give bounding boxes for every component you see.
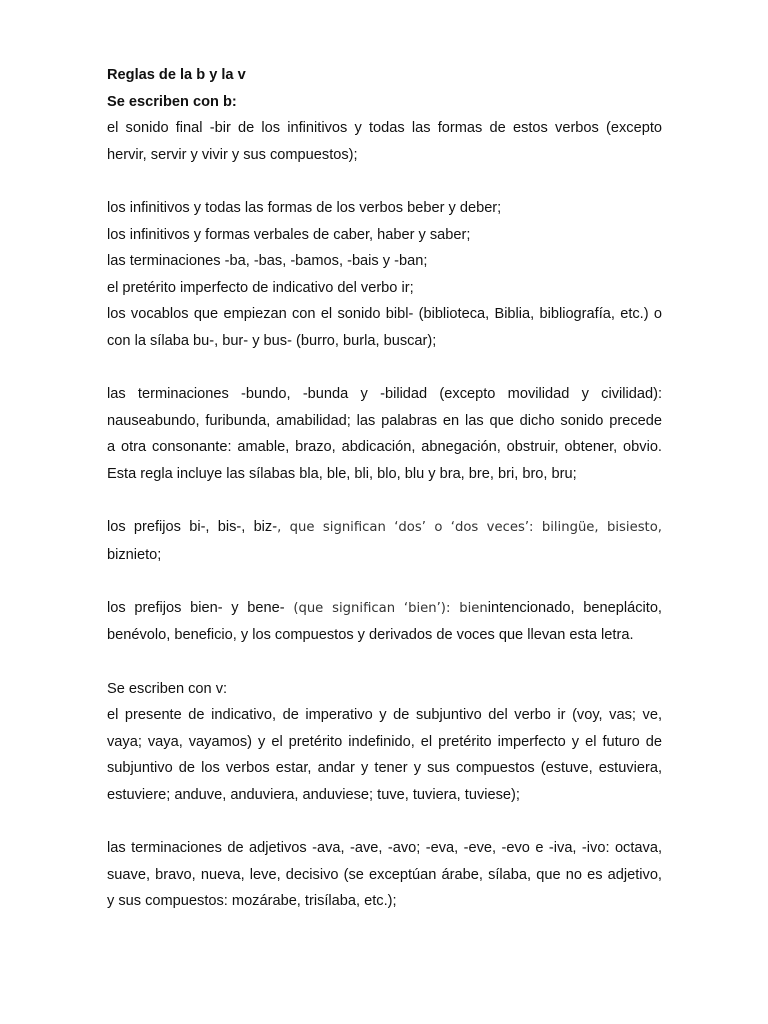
text-segment: intencionado, beneplácito, [487, 599, 662, 616]
paragraph-gap [107, 488, 662, 515]
text-line: suave, bravo, nueva, leve, decisivo (se exceptúan árabe, sílaba, que no es adjetivo, [107, 866, 662, 883]
text-line: el sonido final -bir de los infinitivos y todas las formas de estos verbos (excepto [107, 120, 662, 137]
paragraph-gap [107, 809, 662, 836]
b-rule-5: el pretérito imperfecto de indicativo del verbo ir; [107, 279, 414, 296]
text-line: con la sílaba bu-, bur- y bus- (burro, burla, buscar); [107, 332, 437, 349]
b-rule-9 [107, 595, 662, 649]
section-v-heading: Se escriben con v: [107, 680, 228, 697]
text-line: a otra consonante: amable, brazo, abdicación, abnegación, obstruir, obtener, obvio. [107, 439, 662, 456]
text-line: las terminaciones -bundo, -bunda y -bilidad (excepto movilidad y civilidad): [107, 386, 662, 403]
text-segment: los prefijos bi-, bis-, biz- [107, 519, 278, 536]
text-line: hervir, servir y vivir y sus compuestos); [107, 146, 358, 163]
text-line [107, 514, 662, 542]
text-line: benévolo, beneficio, y los compuestos y derivados de voces que llevan esta letra. [107, 627, 634, 644]
text-line [107, 595, 662, 623]
text-line: subjuntivo de los verbos estar, andar y tener y sus compuestos (estuve, estuviera, [107, 760, 662, 777]
b-rule-8 [107, 514, 662, 568]
text-line: las terminaciones de adjetivos -ava, -ave, -avo; -eva, -eve, -evo e -iva, -ivo: octava, [107, 840, 662, 857]
b-rule-2: los infinitivos y todas las formas de los verbos beber y deber; [107, 199, 502, 216]
text-segment-alt-font: (que significan ‘bien’): bien [293, 600, 488, 616]
text-line: y sus compuestos: mozárabe, trisílaba, etc.); [107, 893, 397, 910]
text-line: los vocablos que empiezan con el sonido bibl- (biblioteca, Biblia, bibliografía, etc.) o [107, 306, 662, 323]
paragraph-gap [107, 568, 662, 595]
text-line: biznieto; [107, 546, 162, 563]
text-line: Esta regla incluye las sílabas bla, ble, bli, blo, blu y bra, bre, bri, bro, bru; [107, 465, 577, 482]
b-rule-4: las terminaciones -ba, -bas, -bamos, -bais y -ban; [107, 253, 428, 270]
text-segment-alt-font: , que significan ‘dos’ o ‘dos veces’: bilingüe, bisiesto, [277, 520, 662, 536]
text-line: nauseabundo, furibunda, amabilidad; las palabras en las que dicho sonido precede [107, 412, 662, 429]
text-line: el presente de indicativo, de imperativo y de subjuntivo del verbo ir (voy, vas; ve, [107, 707, 662, 724]
paragraph-gap [107, 168, 662, 195]
text-line: estuviere; anduve, anduviera, anduviese; tuve, tuviera, tuviese); [107, 787, 520, 804]
section-b-heading: Se escriben con b: [107, 93, 237, 110]
v-rule-2 [107, 835, 662, 915]
document-title: Reglas de la b y la v [107, 67, 246, 83]
b-rule-7 [107, 381, 662, 487]
paragraph-gap [107, 355, 662, 382]
paragraph-gap [107, 649, 662, 676]
b-rule-3: los infinitivos y formas verbales de caber, haber y saber; [107, 226, 471, 243]
text-segment: los prefijos bien- y bene- [107, 599, 294, 616]
b-rule-1 [107, 115, 662, 168]
document-page [107, 62, 662, 915]
text-line: vaya; vaya, vayamos) y el pretérito indefinido, el pretérito imperfecto y el futuro de [107, 733, 662, 750]
b-rules-list [107, 195, 662, 355]
v-rule-1 [107, 702, 662, 808]
